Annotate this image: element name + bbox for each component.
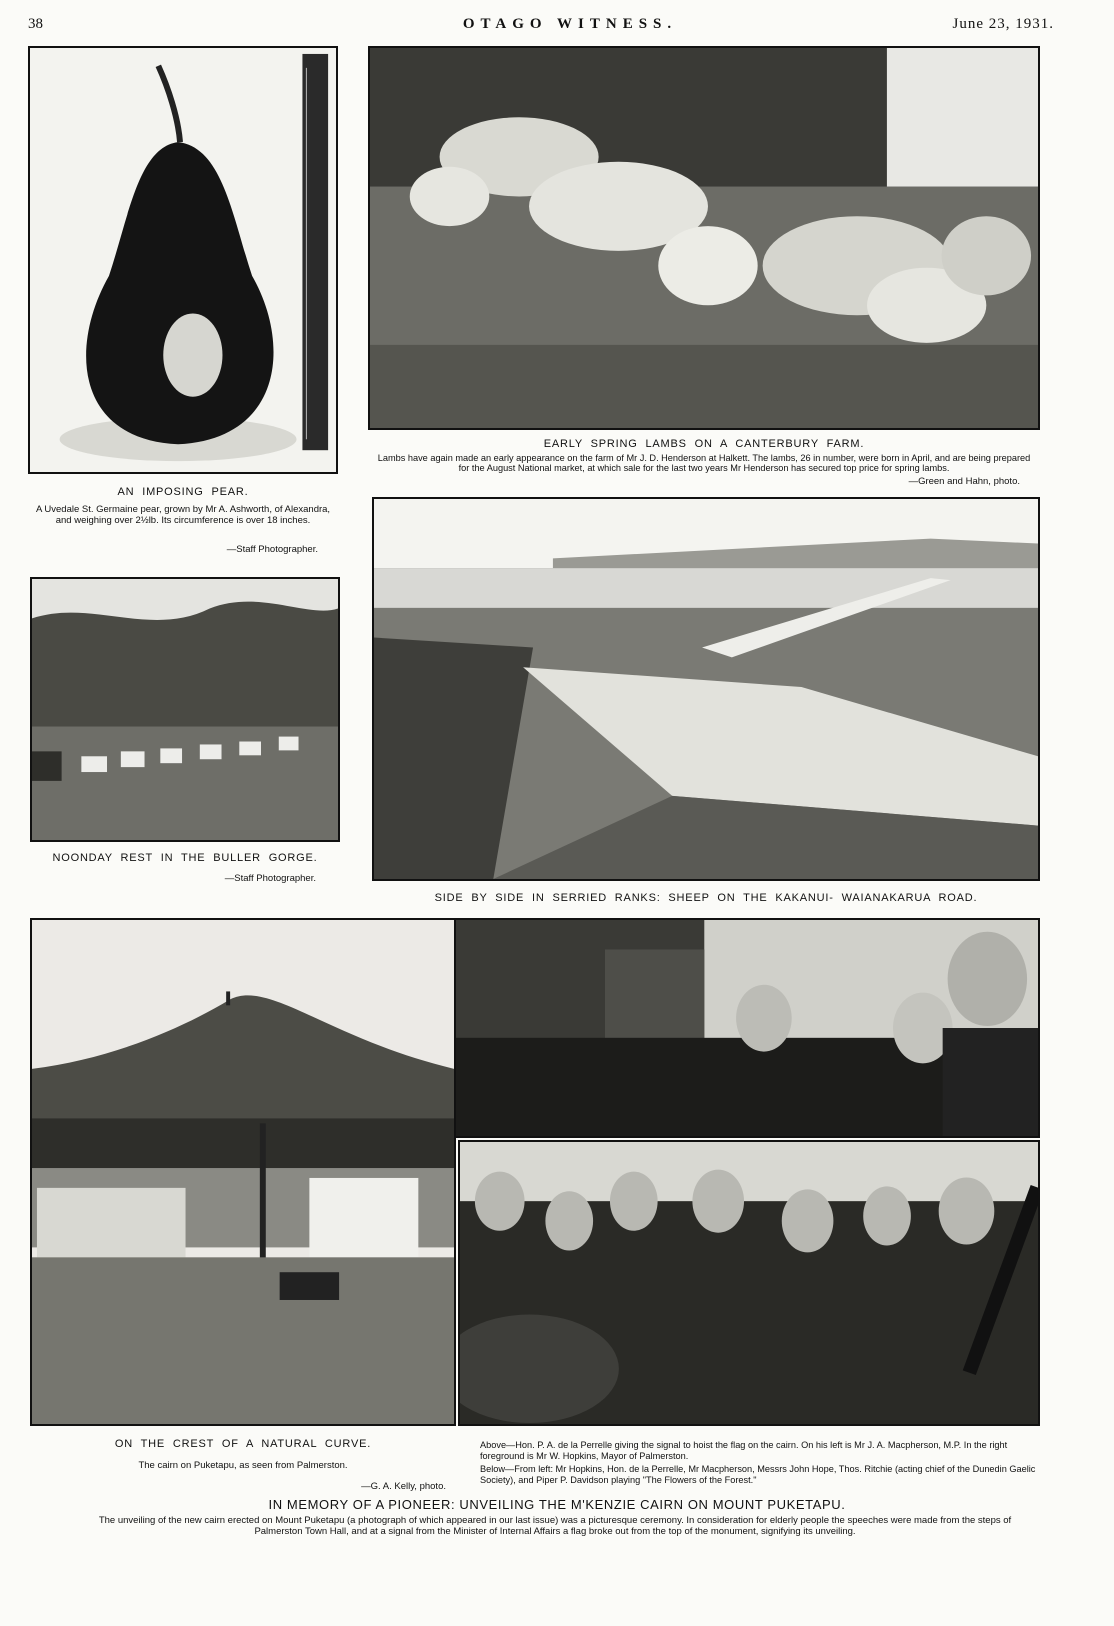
kakanui-caption-title: SIDE BY SIDE IN SERRIED RANKS: SHEEP ON THE KAKANUI- WAIANAKARUA ROAD. [434,892,978,904]
lambs-photo [368,46,1040,430]
cattle-photo [30,577,340,842]
memorial-text: The unveiling of the new cairn erected on Mount Puketapu (a photograph of which appeared in our last issue) was a picturesque ceremony. In consideration for elderly people the speeches were made from the steps of Palmerston Town Hall, and at a signal from the Minister of Internal Affairs a flag broke out from the top of the monument, signifying its unveiling. [98,1515,1012,1537]
masthead: OTAGO WITNESS. [462,16,678,32]
lambs-caption-title: EARLY SPRING LAMBS ON A CANTERBURY FARM. [543,438,865,450]
memorial-headline: IN MEMORY OF A PIONEER: UNVEILING THE M'KENZIE CAIRN ON MOUNT PUKETAPU. [268,1497,846,1512]
crowd-photo [454,918,1040,1138]
issue-date: June 23, 1931. [952,16,1054,32]
sheep-road-photo [372,497,1040,881]
pear-caption-title: AN IMPOSING PEAR. [117,486,249,498]
hill-town-photo [30,918,456,1426]
piper-photo [458,1140,1040,1426]
lambs-credit: —Green and Hahn, photo. [908,476,1020,487]
page-number: 38 [28,16,43,32]
lambs-caption-text: Lambs have again made an early appearance on the farm of Mr J. D. Henderson at Halkett. The lambs, 26 in number, were born in April, and are being prepared for the August National market, at which sale for the last two years Mr Henderson has secured top price for spring lambs. [377,453,1031,473]
ceremony-below-caption: Below—From left: Mr Hopkins, Hon. de la Perrelle, Mr Macpherson, Messrs John Hope, Thos. Ritchie (acting chief of the Dunedin Gaelic Society), and Piper P. Davidson playing "The Flowers of the Forest." [480,1464,1036,1485]
ceremony-above-caption: Above—Hon. P. A. de la Perrelle giving the signal to hoist the flag on the cairn. On his left is Mr J. A. Macpherson, M.P. In the right foreground is Mr W. Hopkins, Mayor of Palmerston. [480,1440,1008,1461]
pear-caption-text: A Uvedale St. Germaine pear, grown by Mr A. Ashworth, of Alexandra, and weighing over 2½lb. Its circumference is over 18 inches. [35,504,331,526]
buller-credit: —Staff Photographer. [224,873,316,884]
buller-caption-title: NOONDAY REST IN THE BULLER GORGE. [52,852,318,864]
crest-credit: —G. A. Kelly, photo. [361,1481,446,1492]
pear-credit: —Staff Photographer. [226,544,318,555]
crest-caption-text: The cairn on Puketapu, as seen from Palmerston. [138,1460,348,1471]
crest-caption-title: ON THE CREST OF A NATURAL CURVE. [114,1438,372,1450]
pear-photo [28,46,338,474]
